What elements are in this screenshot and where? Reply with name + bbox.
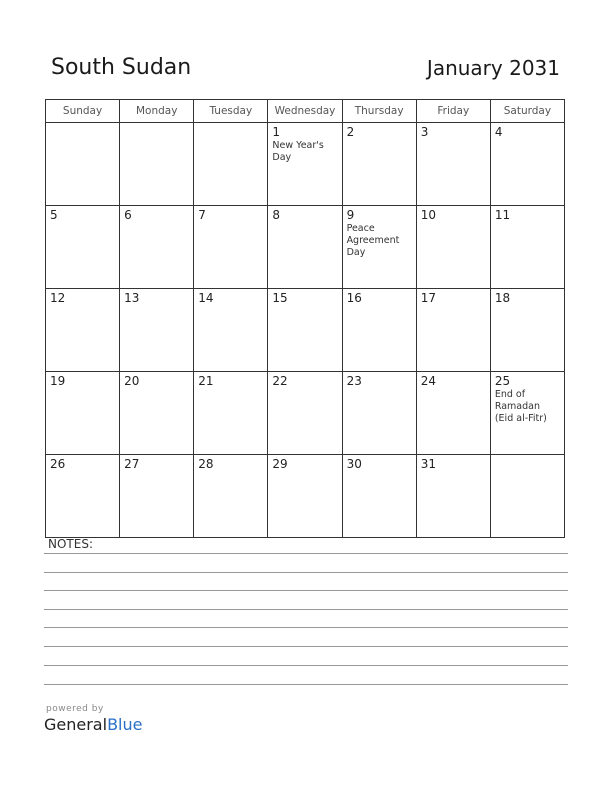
day-number: 16 [346, 291, 362, 305]
day-cell [490, 206, 564, 289]
day-number: 7 [198, 208, 206, 222]
day-cell [268, 372, 342, 455]
notes-line [44, 572, 568, 573]
day-cell [268, 206, 342, 289]
notes-line [44, 553, 568, 554]
day-cell [46, 455, 120, 538]
day-cell [46, 123, 120, 206]
day-number: 21 [198, 374, 214, 388]
day-number: 25 [494, 374, 511, 388]
day-number: 8 [272, 208, 281, 222]
day-cell [490, 289, 564, 372]
day-number: 30 [346, 457, 362, 471]
day-number: 28 [198, 457, 214, 471]
day-cell [194, 123, 268, 206]
brand-name [44, 715, 142, 734]
day-number: 18 [494, 291, 511, 305]
day-cell [416, 289, 490, 372]
notes-line [44, 627, 568, 628]
day-cell [268, 455, 342, 538]
day-cell [416, 123, 490, 206]
weekday-tuesday: Tuesday [194, 100, 268, 123]
day-number: 14 [198, 291, 214, 305]
day-cell [120, 206, 194, 289]
day-cell [46, 372, 120, 455]
day-number: 26 [50, 457, 66, 471]
week-row [46, 372, 565, 455]
day-number: 5 [50, 208, 58, 222]
day-cell [268, 123, 342, 206]
day-number: 11 [494, 208, 511, 222]
day-number: 24 [420, 374, 436, 388]
day-number: 6 [124, 208, 132, 222]
day-number: 4 [494, 125, 503, 139]
day-number: 29 [272, 457, 288, 471]
week-row [46, 289, 565, 372]
day-number: 27 [124, 457, 140, 471]
holiday-label: New Year's Day [272, 140, 324, 163]
calendar-grid [45, 99, 565, 538]
brand-general: General [44, 715, 108, 734]
day-number: 31 [420, 457, 436, 471]
powered-by-text: powered by [46, 704, 104, 714]
notes-line [44, 684, 568, 685]
weekday-header-row [46, 100, 565, 123]
month-title: January 2031 [426, 56, 560, 80]
day-number: 23 [346, 374, 362, 388]
day-cell [416, 372, 490, 455]
weekday-saturday: Saturday [490, 100, 564, 123]
day-number: 2 [346, 125, 355, 139]
weekday-monday: Monday [120, 100, 194, 123]
weekday-sunday: Sunday [46, 100, 120, 123]
day-cell [120, 372, 194, 455]
day-cell [342, 123, 416, 206]
notes-label: NOTES: [48, 537, 93, 551]
day-cell [416, 455, 490, 538]
day-cell [46, 289, 120, 372]
weekday-wednesday: Wednesday [268, 100, 342, 123]
day-cell [342, 289, 416, 372]
notes-line [44, 590, 568, 591]
day-cell [490, 123, 564, 206]
week-row [46, 206, 565, 289]
day-number: 13 [124, 291, 140, 305]
day-number: 17 [420, 291, 436, 305]
day-cell [194, 455, 268, 538]
notes-line [44, 665, 568, 666]
notes-line [44, 609, 568, 610]
week-row [46, 455, 565, 538]
day-number: 12 [50, 291, 66, 305]
day-cell [342, 206, 416, 289]
week-row [46, 123, 565, 206]
day-cell [490, 455, 564, 538]
day-number: 10 [420, 208, 436, 222]
day-number: 1 [272, 125, 281, 139]
day-cell [194, 289, 268, 372]
day-cell [120, 455, 194, 538]
day-cell [416, 206, 490, 289]
holiday-label: End of Ramadan (Eid al-Fitr) [494, 389, 547, 424]
day-number: 3 [420, 125, 429, 139]
day-cell [194, 206, 268, 289]
day-cell [194, 372, 268, 455]
brand-logo [44, 704, 142, 734]
day-number: 19 [50, 374, 66, 388]
weekday-thursday: Thursday [342, 100, 416, 123]
notes-line [44, 646, 568, 647]
day-cell [46, 206, 120, 289]
day-cell [268, 289, 342, 372]
day-cell [342, 372, 416, 455]
holiday-label: Peace Agreement Day [346, 223, 400, 258]
weekday-friday: Friday [416, 100, 490, 123]
day-number: 15 [272, 291, 288, 305]
day-number: 22 [272, 374, 288, 388]
day-cell [120, 123, 194, 206]
day-number: 9 [346, 208, 355, 222]
day-number: 20 [124, 374, 140, 388]
country-title: South Sudan [51, 55, 192, 80]
day-cell [120, 289, 194, 372]
brand-blue: Blue [107, 715, 143, 734]
day-cell [490, 372, 564, 455]
day-cell [342, 455, 416, 538]
